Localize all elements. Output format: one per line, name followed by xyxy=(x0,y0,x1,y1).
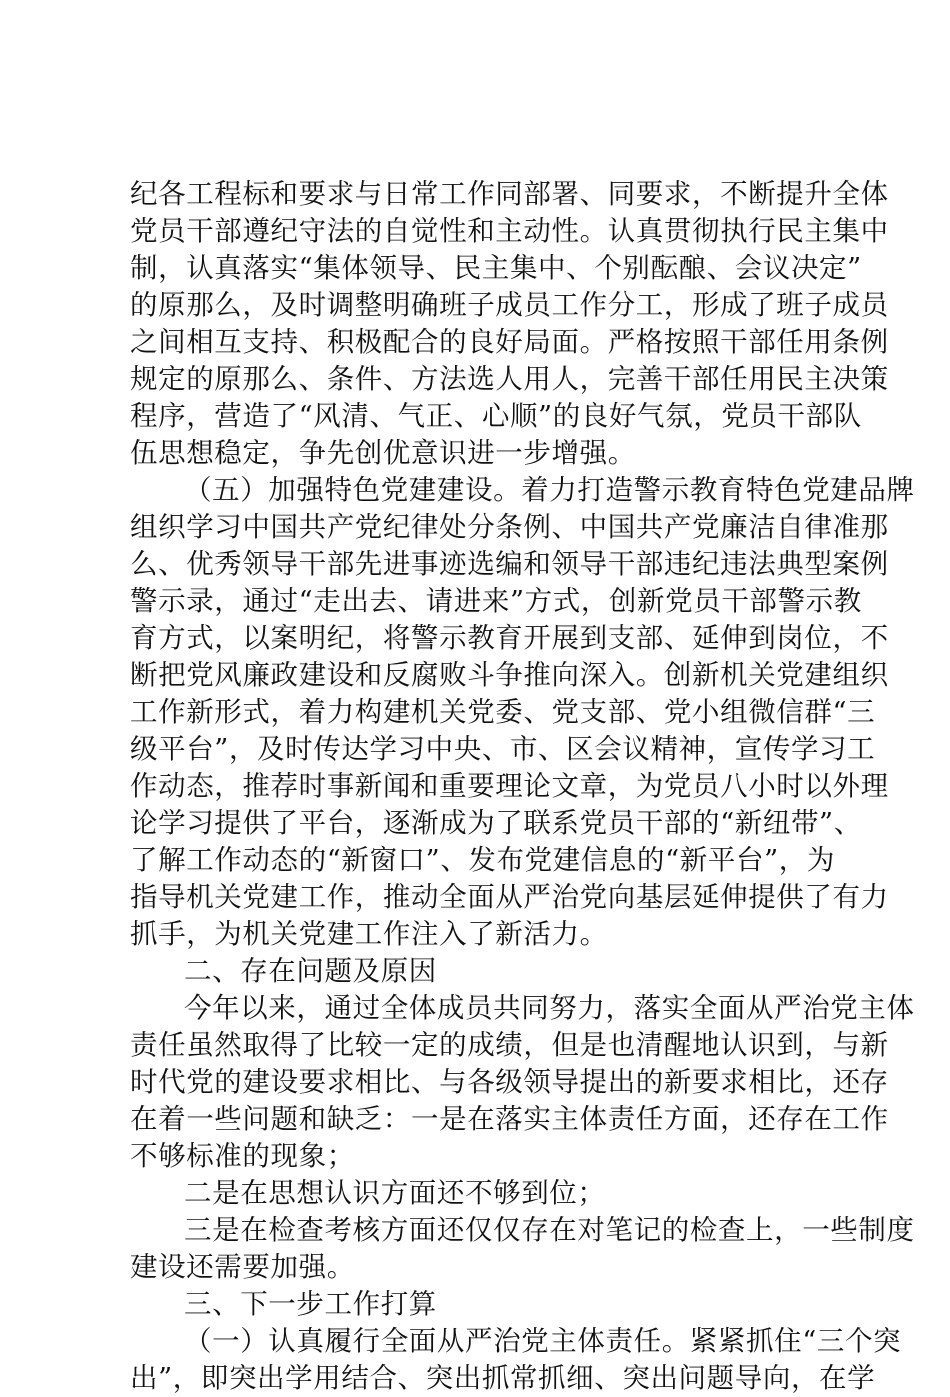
text-line: 建设还需要加强。 xyxy=(130,1251,355,1283)
text-line: 程序，营造了“风清、气正、心顺”的良好气氛，党员干部队 xyxy=(130,400,862,432)
text-line: 出”，即突出学用结合、突出抓常抓细、突出问题导向，在学 xyxy=(130,1362,876,1394)
text-line: 指导机关党建工作，推动全面从严治党向基层延伸提供了有力 xyxy=(130,881,889,913)
text-line: 规定的原那么、条件、方法选人用人，完善干部任用民主决策 xyxy=(130,363,889,395)
text-line: 之间相互支持、积极配合的良好局面。严格按照干部任用条例 xyxy=(130,326,889,358)
text-line: 育方式，以案明纪，将警示教育开展到支部、延伸到岗位，不 xyxy=(130,622,889,654)
text-line: 制，认真落实“集体领导、民主集中、个别酝酿、会议决定” xyxy=(130,252,862,284)
text-line: 工作新形式，着力构建机关党委、党支部、党小组微信群“三 xyxy=(130,696,876,728)
text-line: 伍思想稳定，争先创优意识进一步增强。 xyxy=(130,437,636,469)
text-line: 今年以来，通过全体成员共同努力，落实全面从严治党主体 xyxy=(184,992,915,1024)
document-body xyxy=(130,176,915,1397)
text-line: （一）认真履行全面从严治党主体责任。紧紧抓住“三个突 xyxy=(184,1325,902,1357)
text-line: 抓手，为机关党建工作注入了新活力。 xyxy=(130,918,608,950)
text-line: 级平台”，及时传达学习中央、市、区会议精神，宣传学习工 xyxy=(130,733,876,765)
text-line: 警示录，通过“走出去、请进来”方式，创新党员干部警示教 xyxy=(130,585,862,617)
text-line: 纪各工程标和要求与日常工作同部署、同要求，不断提升全体 xyxy=(130,178,889,210)
text-line: 的原那么，及时调整明确班子成员工作分工，形成了班子成员 xyxy=(130,289,889,321)
text-line: 组织学习中国共产党纪律处分条例、中国共产党廉洁自律准那 xyxy=(130,511,889,543)
text-line: 二是在思想认识方面还不够到位； xyxy=(184,1177,606,1209)
text-line: 时代党的建设要求相比、与各级领导提出的新要求相比，还存 xyxy=(130,1066,889,1098)
text-line: （五）加强特色党建建设。着力打造警示教育特色党建品牌 xyxy=(184,474,915,506)
text-line: 在着一些问题和缺乏：一是在落实主体责任方面，还存在工作 xyxy=(130,1103,889,1135)
text-line: 二、存在问题及原因 xyxy=(184,955,437,987)
text-line: 论学习提供了平台，逐渐成为了联系党员干部的“新纽带”、 xyxy=(130,807,862,839)
text-line: 断把党风廉政建设和反腐败斗争推向深入。创新机关党建组织 xyxy=(130,659,889,691)
text-line: 党员干部遵纪守法的自觉性和主动性。认真贯彻执行民主集中 xyxy=(130,215,889,247)
text-line: 三、下一步工作打算 xyxy=(184,1288,437,1320)
text-line: 作动态，推荐时事新闻和重要理论文章，为党员八小时以外理 xyxy=(130,770,889,802)
text-line: 三是在检查考核方面还仅仅存在对笔记的检查上，一些制度 xyxy=(184,1214,915,1246)
text-line: 了解工作动态的“新窗口”、发布党建信息的“新平台”，为 xyxy=(130,844,835,876)
text-line: 不够标准的现象； xyxy=(130,1140,355,1172)
text-line: 责任虽然取得了比较一定的成绩，但是也清醒地认识到，与新 xyxy=(130,1029,889,1061)
text-line: 么、优秀领导干部先进事迹选编和领导干部违纪违法典型案例 xyxy=(130,548,889,580)
